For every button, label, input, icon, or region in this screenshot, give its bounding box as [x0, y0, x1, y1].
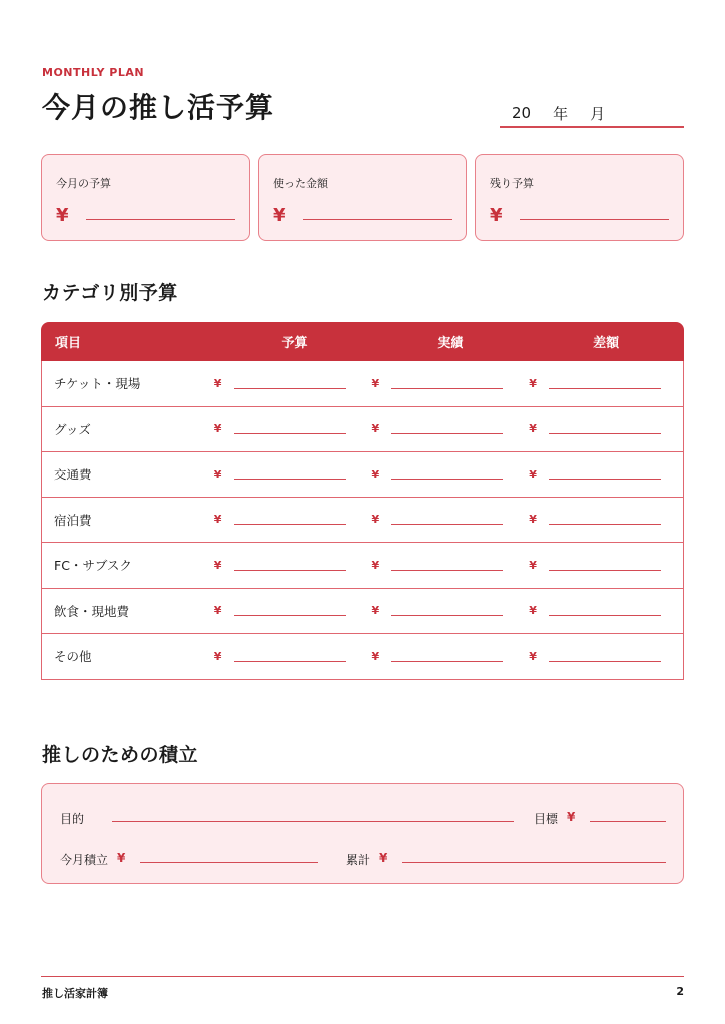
yen-icon: ¥: [213, 513, 222, 527]
table-row: [42, 634, 683, 680]
row-label: その他: [54, 649, 92, 665]
difference-amount-field[interactable]: [549, 661, 661, 662]
footer-title: 推し活家計簿: [42, 987, 108, 1000]
category-table-body: [41, 361, 684, 680]
yen-icon: ¥: [371, 558, 380, 572]
cell-actual: [367, 377, 525, 390]
page-number: 2: [676, 985, 684, 998]
yen-icon: ¥: [529, 558, 537, 572]
category-table: [41, 322, 684, 680]
yen-icon: ¥: [529, 513, 537, 527]
budget-amount-field[interactable]: [234, 433, 346, 434]
header-actual: 実績: [437, 336, 464, 351]
cell-difference: [525, 468, 683, 481]
cell-difference: [525, 559, 683, 572]
budget-amount-field[interactable]: [86, 219, 235, 220]
summary-card-label: 使った金額: [273, 177, 328, 190]
budget-amount-field[interactable]: [234, 388, 346, 389]
summary-card-remaining: [475, 154, 684, 241]
date-month-label: 月: [590, 104, 606, 123]
cell-budget: [210, 513, 368, 526]
summary-card-spent: [258, 154, 467, 241]
yen-icon: ¥: [213, 467, 222, 481]
yen-icon: ¥: [529, 376, 537, 390]
yen-icon: ¥: [213, 558, 222, 572]
difference-amount-field[interactable]: [549, 479, 661, 480]
table-row: [42, 407, 683, 453]
budget-amount-field[interactable]: [234, 615, 346, 616]
yen-icon: ¥: [213, 604, 222, 618]
row-label: チケット・現場: [54, 376, 141, 392]
yen-icon: ¥: [213, 649, 222, 663]
budget-amount-field[interactable]: [234, 570, 346, 571]
remaining-amount-field[interactable]: [520, 219, 669, 220]
actual-amount-field[interactable]: [391, 433, 503, 434]
cell-actual: [367, 604, 525, 617]
date-year-label: 年: [553, 104, 569, 123]
cell-actual: [367, 559, 525, 572]
yen-icon: ¥: [371, 604, 380, 618]
yen-icon: ¥: [213, 422, 222, 436]
cell-difference: [525, 422, 683, 435]
category-table-header: [41, 322, 684, 361]
cell-difference: [525, 604, 683, 617]
table-row: [42, 361, 683, 407]
goal-label: 目標: [534, 812, 559, 826]
cell-difference: [525, 377, 683, 390]
purpose-field[interactable]: [112, 821, 514, 822]
table-row: [42, 589, 683, 635]
yen-icon: ¥: [529, 604, 537, 618]
cell-difference: [525, 650, 683, 663]
table-row: [42, 543, 683, 589]
yen-icon: ¥: [529, 422, 537, 436]
date-year-prefix: 20: [512, 104, 532, 122]
savings-box: [41, 783, 684, 884]
yen-icon: ¥: [371, 513, 380, 527]
yen-icon: ¥: [529, 467, 537, 481]
row-label: グッズ: [54, 421, 91, 437]
total-field[interactable]: [402, 862, 666, 863]
monthly-saving-label: 今月積立: [60, 853, 109, 867]
table-row: [42, 452, 683, 498]
header-difference: 差額: [593, 336, 620, 351]
footer-divider: [41, 976, 684, 977]
actual-amount-field[interactable]: [391, 661, 503, 662]
budget-amount-field[interactable]: [234, 661, 346, 662]
category-section-title: カテゴリ別予算: [42, 282, 178, 304]
cell-actual: [367, 513, 525, 526]
cell-budget: [210, 422, 368, 435]
yen-icon: ¥: [371, 376, 380, 390]
actual-amount-field[interactable]: [391, 570, 503, 571]
summary-cards: [41, 154, 684, 241]
actual-amount-field[interactable]: [391, 615, 503, 616]
row-label: FC・サブスク: [54, 558, 132, 574]
actual-amount-field[interactable]: [391, 479, 503, 480]
difference-amount-field[interactable]: [549, 388, 661, 389]
yen-icon: ¥: [273, 205, 286, 226]
summary-card-label: 今月の予算: [56, 177, 111, 190]
cell-budget: [210, 468, 368, 481]
cell-actual: [367, 468, 525, 481]
summary-card-budget: [41, 154, 250, 241]
cell-actual: [367, 650, 525, 663]
table-row: [42, 498, 683, 544]
yen-icon: ¥: [529, 649, 537, 663]
yen-icon: ¥: [371, 422, 380, 436]
total-label: 累計: [346, 853, 371, 867]
cell-budget: [210, 650, 368, 663]
header-item: 項目: [55, 336, 82, 351]
budget-amount-field[interactable]: [234, 479, 346, 480]
purpose-label: 目的: [60, 812, 85, 826]
summary-card-label: 残り予算: [490, 177, 534, 190]
yen-icon: ¥: [213, 376, 222, 390]
difference-amount-field[interactable]: [549, 570, 661, 571]
yen-icon: ¥: [117, 851, 126, 865]
goal-field[interactable]: [590, 821, 666, 822]
cell-actual: [367, 422, 525, 435]
monthly-saving-field[interactable]: [140, 862, 318, 863]
actual-amount-field[interactable]: [391, 388, 503, 389]
yen-icon: ¥: [490, 205, 503, 226]
spent-amount-field[interactable]: [303, 219, 452, 220]
savings-section-title: 推しのための積立: [42, 744, 199, 766]
yen-icon: ¥: [379, 851, 388, 865]
cell-budget: [210, 559, 368, 572]
cell-difference: [525, 513, 683, 526]
header-budget: 予算: [281, 336, 308, 351]
cell-budget: [210, 377, 368, 390]
budget-amount-field[interactable]: [234, 524, 346, 525]
difference-amount-field[interactable]: [549, 524, 661, 525]
actual-amount-field[interactable]: [391, 524, 503, 525]
page-title: 今月の推し活予算: [42, 91, 275, 124]
cell-budget: [210, 604, 368, 617]
difference-amount-field[interactable]: [549, 433, 661, 434]
row-label: 交通費: [54, 467, 92, 483]
difference-amount-field[interactable]: [549, 615, 661, 616]
yen-icon: ¥: [371, 649, 380, 663]
eyebrow-label: MONTHLY PLAN: [42, 66, 145, 79]
row-label: 宿泊費: [54, 512, 92, 528]
yen-icon: ¥: [371, 467, 380, 481]
row-label: 飲食・現地費: [54, 603, 130, 619]
yen-icon: ¥: [56, 205, 69, 226]
date-field[interactable]: [500, 100, 684, 128]
yen-icon: ¥: [567, 810, 576, 824]
